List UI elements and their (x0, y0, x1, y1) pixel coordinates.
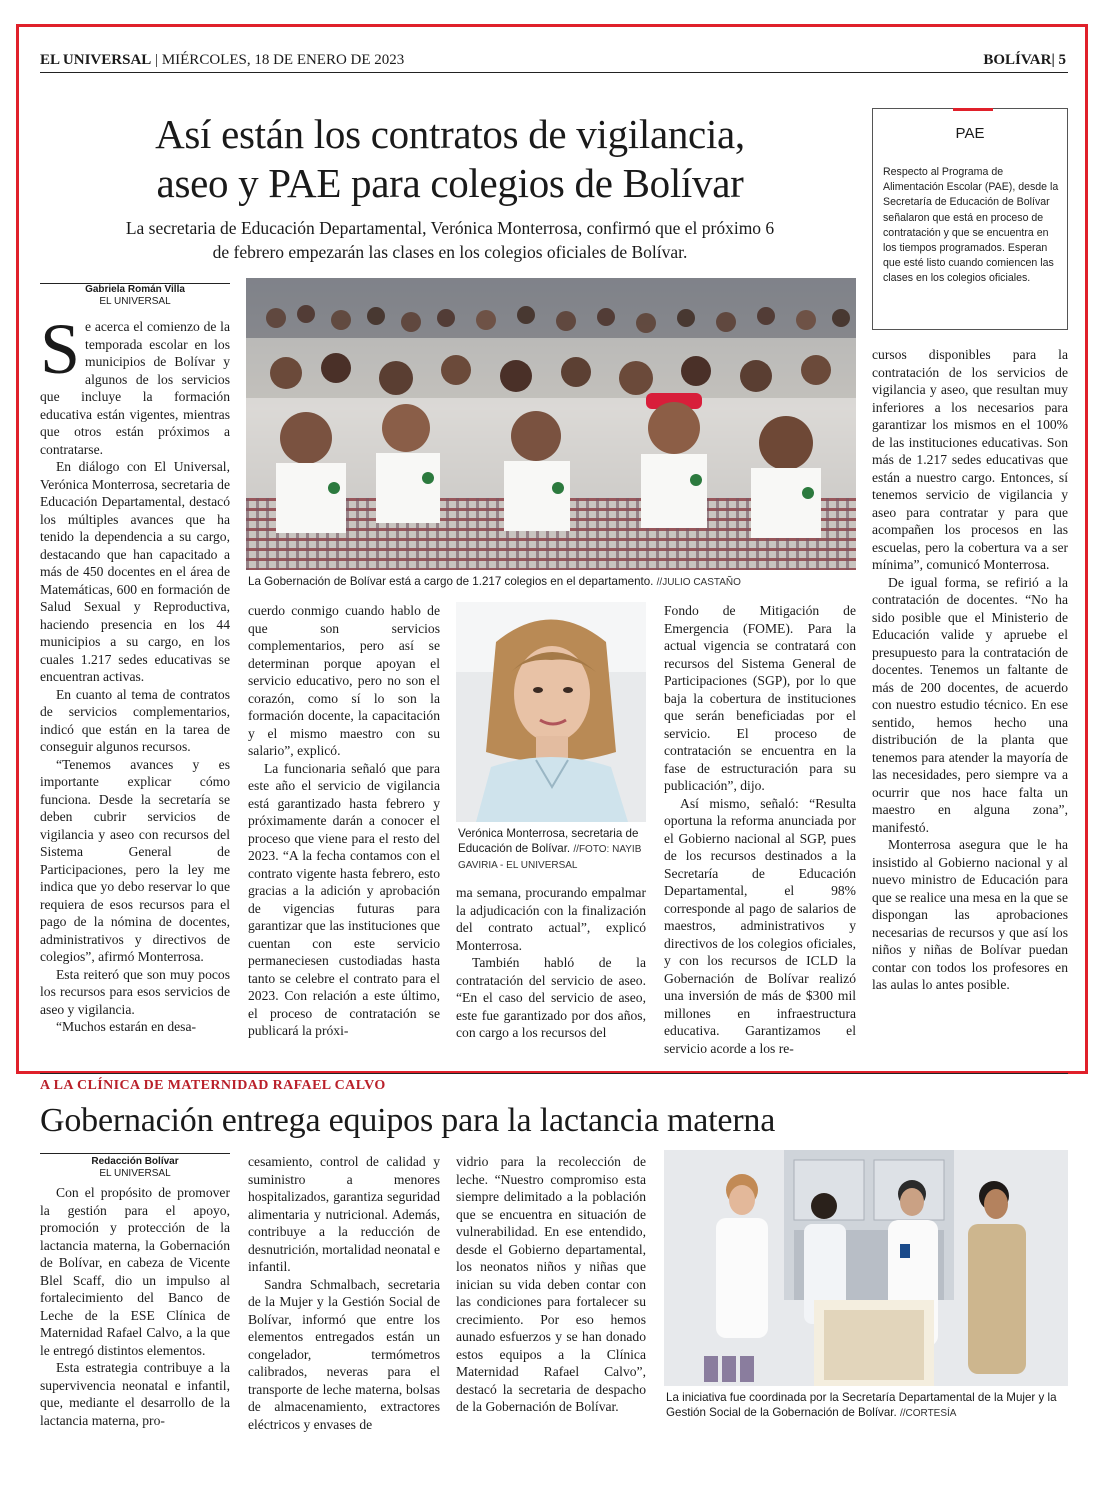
article2-column-1 (40, 1184, 230, 1429)
paragraph: También habló de la contratación del servicio de aseo. “En el caso del servicio de aseo, este fue garantizado por dos años, con cargo a los recursos del (456, 955, 646, 1040)
caption-text: Verónica Monterrosa, secretaria de Educación de Bolívar. (458, 827, 639, 855)
section-name: BOLÍVAR (983, 52, 1052, 68)
paragraph: “Muchos estarán en desa- (56, 1019, 197, 1034)
article2-headline: Gobernación entrega equipos para la lactancia materna (40, 1102, 776, 1139)
paragraph: ma semana, procurando empalmar la adjudicación con la finalización del contrato actual”, explicó Monterrosa. (456, 885, 646, 953)
caption-text: La Gobernación de Bolívar está a cargo de 1.217 colegios en el departamento. (248, 575, 654, 588)
paragraph: Con el propósito de promover la gestión para el apoyo, promoción y protección de la lactancia materna, la Gobernación de Bolívar, en cabeza de Vicente Blel Scaff, dio un impulso al fortalecimiento del Banco de Leche de la ESE Clínica de Maternidad Rafael Calvo, a la que le entregó distintos elementos. (40, 1185, 230, 1358)
paragraph: En cuanto al tema de contratos de servicios complementarios, indicó que están en la tarea de conseguir algunos recursos. (40, 686, 230, 754)
page-header-right: BOLÍVAR| 5 (983, 52, 1066, 68)
paragraph-text: e acerca el comienzo de la temporada escolar en los municipios de Bolívar y algunos de los servicios que incluye la formación educativa están vigentes, mientras que otros están próximos a contratarse. (40, 319, 230, 457)
article-column-1 (40, 309, 230, 1036)
caption-credit: //JULIO CASTAÑO (656, 577, 741, 588)
portrait-photo (456, 602, 646, 822)
sidebar-title: PAE (955, 125, 985, 142)
article-headline (40, 110, 860, 208)
article2-kicker: A LA CLÍNICA DE MATERNIDAD RAFAEL CALVO (40, 1078, 386, 1093)
headline-line-1: Así están los contratos de vigilancia, (155, 111, 745, 157)
paragraph: En diálogo con El Universal, Verónica Monterrosa, secretaria de Educación Departamental, destacó los múltiples avances que ha tenido la dependencia a su cargo, destacando que han capacitado a más de 450 docentes en el área de Matemáticas, 600 en formación de Salud Sexual y Reproductiva, haciendo presencia en los 44 municipios a su cargo, en los cuales 1.217 sedes educativas se encuentran activas. (40, 459, 230, 684)
caption-credit: //CORTESÍA (899, 1408, 957, 1419)
sidebar-accent (953, 108, 993, 111)
paragraph: “Tenemos avances y es importante explicar cómo funciona. Desde la secretaría se deben cubrir servicios de vigilancia y aseo con recursos del Sistema General de Participaciones, pero la ley me indica que yo debo reservar lo que requiera de esos recursos para el pago de la nómina de docentes, administrativos y directivos de colegios”, afirmó Monterrosa. (40, 756, 230, 964)
portrait-caption (458, 826, 648, 873)
issue-date: MIÉRCOLES, 18 DE ENERO DE 2023 (161, 52, 405, 68)
donation-caption (666, 1390, 1066, 1421)
byline-author: Gabriela Román Villa (85, 284, 185, 295)
article-column-5 (872, 346, 1068, 994)
caption-credit: //FOTO: NAYIB GAVIRIA - EL UNIVERSAL (458, 844, 642, 871)
byline-author: Redacción Bolívar (91, 1156, 179, 1167)
paragraph: vidrio para la recolección de leche. “Nuestro compromiso esta siempre delimitado a la población que se encuentra en situación de vulnerabilidad. En ese entendido, desde el Gobierno departamental, los neonatos niños y niñas que inician su vida deben contar con las condiciones para fortalecer su crecimiento. Por eso hemos aunado esfuerzos y se han donado estos equipos a la Clínica Maternidad Rafael Calvo”, destacó la secretaria de despacho de la Gobernación de Bolívar. (456, 1154, 646, 1414)
paragraph: Esta estrategia contribuye a la supervivencia neonatal e infantil, que, mediante el desarrollo de la lactancia materna, pro- (40, 1360, 230, 1428)
paragraph: Monterrosa asegura que le ha insistido al Gobierno nacional y al nuevo ministro de Educación para que se realice una mesa en la que se dispongan las aprobaciones necesarias de recursos y que así los niños y niñas de Bolívar puedan contar con todos los profesores en las aulas lo antes posible. (872, 837, 1068, 992)
section-rule (40, 1073, 1068, 1074)
article-column-2 (248, 602, 440, 1040)
paragraph: Fondo de Mitigación de Emergencia (FOME). Para la actual vigencia se contratará con recursos del Sistema General de Participaciones (SGP), por lo que baja la cobertura de instituciones que serán beneficiadas por el servicio. El proceso de contratación se encuentra en la fase de estructuración para su publicación”, dijo. (664, 603, 856, 793)
article2-column-3 (456, 1153, 646, 1416)
byline-rule (40, 1153, 230, 1154)
article2-column-2 (248, 1153, 440, 1433)
students-photo (246, 278, 856, 570)
article-deck (60, 216, 840, 264)
paragraph: Esta reiteró que son muy pocos los recursos para esos servicios de aseo y vigilancia. (40, 966, 230, 1017)
article-column-3 (456, 884, 646, 1042)
paragraph: Sandra Schmalbach, secretaria de la Mujer y la Gestión Social de Bolívar, informó que entre los elementos entregados están un congelador, termómetros calibrados, neveras para el transporte de leche materna, bolsas de almacenamiento, extractores eléctricos y envases de (248, 1276, 440, 1432)
page-header-left: EL UNIVERSAL | MIÉRCOLES, 18 DE ENERO DE 2023 (40, 52, 405, 68)
paragraph (40, 309, 230, 458)
drop-cap: S (40, 309, 81, 389)
students-illustration (246, 278, 856, 570)
headline-line-2: aseo y PAE para colegios de Bolívar (156, 160, 744, 206)
paragraph: De igual forma, se refirió a la contratación de docentes. “No ha sido posible que el Ministerio de Educación valide y apruebe el presupuesto para la contratación de docentes. Tenemos un faltante de más de 200 docentes, de acuerdo con nuestro estudio técnico. En ese sentido, hemos hecho una distribución de la planta que tenemos para atender la mayoría de las necesidades, pero siempre va a ocurrir que nos hace falta un maestro en alguna zona”, manifestó. (872, 574, 1068, 835)
byline-outlet: EL UNIVERSAL (99, 1168, 171, 1179)
page-number: 5 (1058, 52, 1066, 68)
donation-illustration (664, 1150, 1068, 1386)
pae-sidebar (872, 108, 1068, 330)
sidebar-body: Respecto al Programa de Alimentación Escolar (PAE), desde la Secretaría de Educación de Bolívar señalaron que está en proceso de contratación y que se encuentra en los tiempos programados. Esperan que esté listo cuando comiencen las clases en los colegios oficiales. (883, 166, 1059, 285)
byline (40, 284, 230, 308)
paragraph: cursos disponibles para la contratación de los servicios de vigilancia y aseo, que resultan muy inferiores a los necesarios para garantizar los mismos en el 100% de las instituciones educativas. Son más de 1.217 sedes educativas que están a nuestro cargo. Entonces, sí tenemos servicio de vigilancia y aseo para contratar y para que acompañen los procesos en las escuelas, pero la cobertura va a ser mínima”, comunicó Monterrosa. (872, 347, 1068, 572)
paragraph: Así mismo, señaló: “Resulta oportuna la reforma anunciada por el Gobierno nacional al SGP, pues de los recursos destinados a la Secretaría de Educación Departamental, el 98% corresponde al pago de salarios de maestros, administrativos y directivos de los colegios oficiales, y con los recursos de ICLD la Gobernación de Bolívar realizó una inversión de más de $300 mil millones en infraestructura educativa. Garantizamos el servicio acorde a los re- (664, 795, 856, 1056)
deck-line-2: de febrero empezarán las clases en los colegios oficiales de Bolívar. (212, 242, 688, 262)
paragraph: cuerdo conmigo cuando hablo de que son servicios complementarios, pero así se determinan porque apoyan el servicio educativo, pero no son el corazón, como sí lo son la formación docente, la capacitación y el mismo maestro con su salario”, explicó. (248, 603, 440, 758)
portrait-illustration (456, 602, 646, 822)
donation-photo (664, 1150, 1068, 1386)
deck-line-1: La secretaria de Educación Departamental, Verónica Monterrosa, confirmó que el próximo 6 (125, 218, 775, 238)
paragraph: cesamiento, control de calidad y suministro a menores hospitalizados, garantiza seguridad alimentaria y nutricional. Además, contribuye a la reducción de desnutrición, mortalidad neonatal e infantil. (248, 1154, 440, 1274)
byline-rule (40, 283, 230, 284)
article-column-4 (664, 602, 856, 1057)
header-rule (40, 72, 1068, 73)
paragraph: La funcionaria señaló que para este año el servicio de vigilancia está garantizado hasta febrero y próximamente darán a conocer el proceso que viene para el resto del 2023. “A la fecha contamos con el contrato vigente hasta febrero, esto gracias a la adición y aprobación de vigencias futuras para garantizar que las instituciones que cuentan con este servicio permaneciesen custodiadas hasta tanto se celebre el contrato para el 2023. Con relación a este último, el proceso de contratación se publicará la próxi- (248, 760, 440, 1038)
caption-text: La iniciativa fue coordinada por la Secretaría Departamental de la Mujer y la Gestión Social de la Gobernación de Bolívar. (666, 1391, 1057, 1419)
photo-caption (248, 574, 856, 590)
article2-byline (40, 1156, 230, 1180)
byline-outlet: EL UNIVERSAL (99, 296, 171, 307)
paper-name: EL UNIVERSAL (40, 52, 152, 68)
